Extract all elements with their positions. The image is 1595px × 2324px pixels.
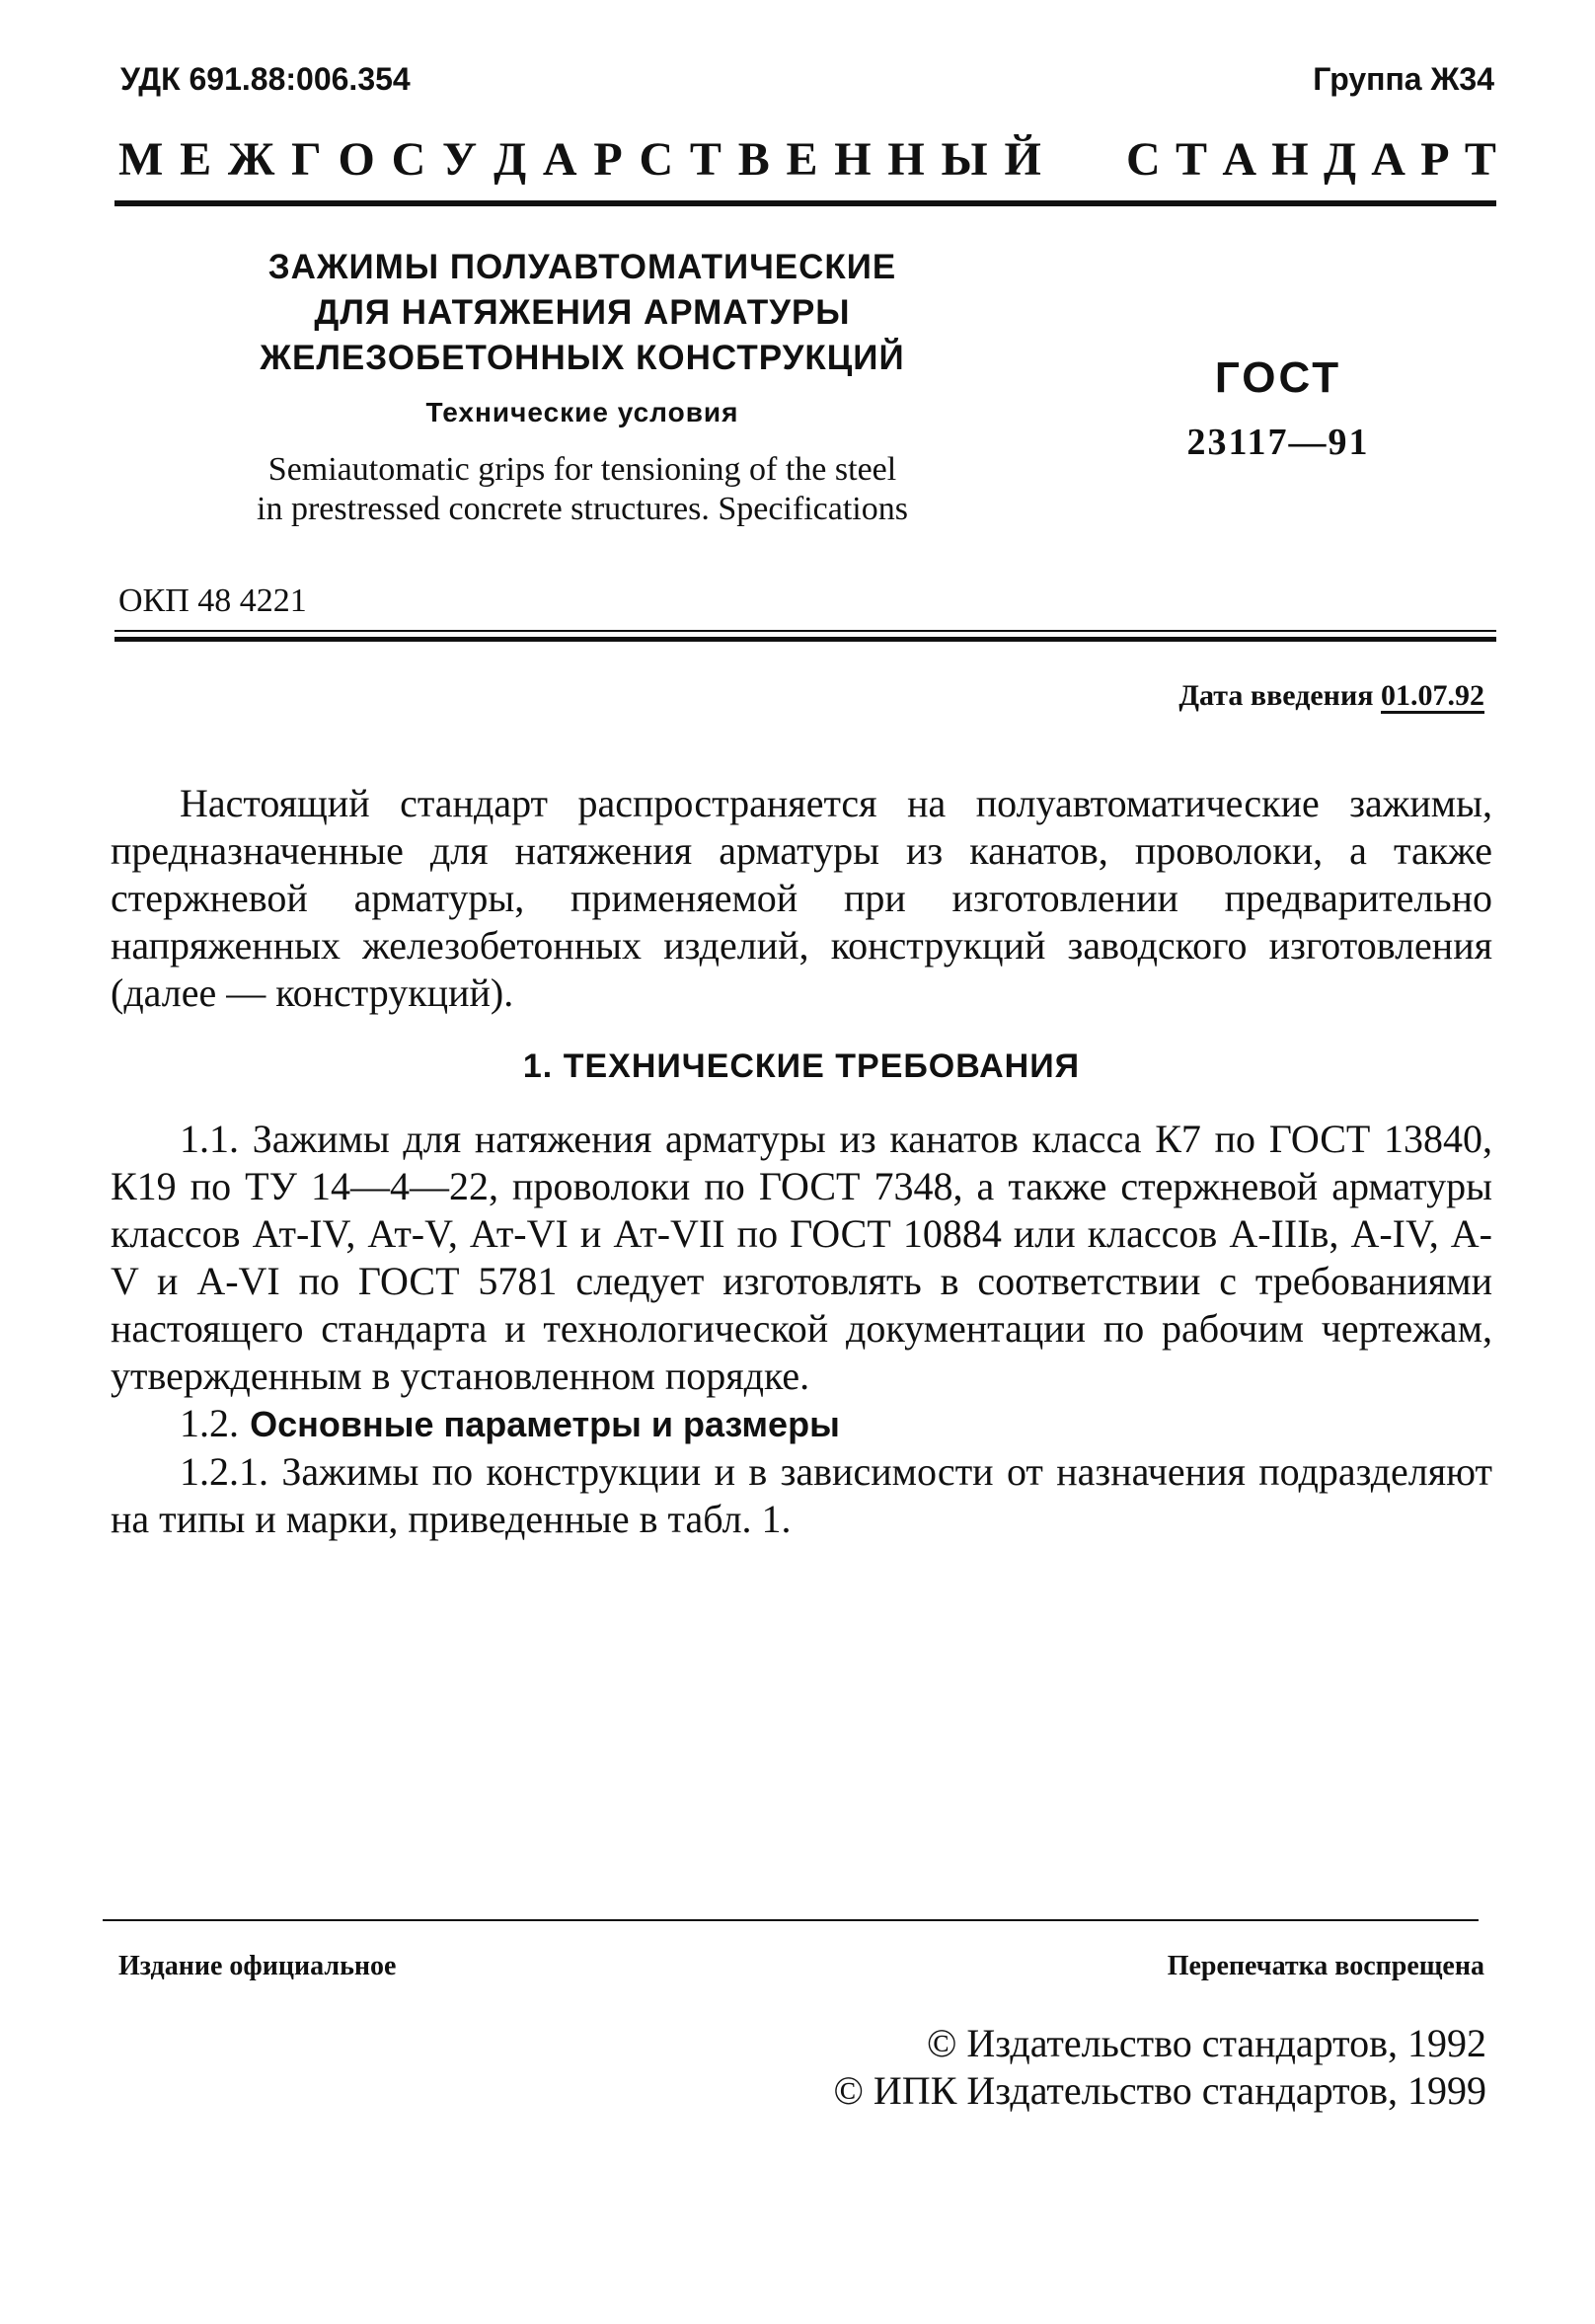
title-block	[128, 245, 1036, 529]
heading-letter: О	[338, 133, 375, 186]
copyright-1999: © ИПК Издательство стандартов, 1999	[833, 2068, 1486, 2113]
heading-letter: Р	[593, 133, 623, 186]
title-line-1: ЗАЖИМЫ ПОЛУАВТОМАТИЧЕСКИЕ	[267, 248, 897, 286]
heading-letter: А	[1371, 133, 1405, 186]
paragraph-1-2-number: 1.2.	[180, 1401, 239, 1445]
paragraph-1-1: 1.1. Зажимы для натяжения арматуры из канатов класса К7 по ГОСТ 13840, К19 по ТУ 14—4—22, проволоки по ГОСТ 7348, а также стержневой арматуры классов Ат-IV, Ат-V, Ат-VI и Ат-VII по ГОСТ 10884 или классов А-IIIв, А-IV, А-V и А-VI по ГОСТ 5781 следует изготовлять в соответствии с требованиями настоящего стандарта и технологической документации по рабочим чертежам, утвержденным в установленном порядке.	[111, 1117, 1492, 1398]
heading-letter: С	[1126, 133, 1161, 186]
heading-letter: Н	[1271, 133, 1309, 186]
heading-letter: С	[639, 133, 674, 186]
heading-letter: Н	[887, 133, 925, 186]
copyright-1992: © Издательство стандартов, 1992	[926, 2021, 1486, 2065]
heading-letter: В	[737, 133, 770, 186]
heading-letter: Т	[1464, 133, 1496, 186]
heading-letter: Ж	[227, 133, 275, 186]
gost-number: 23117—91	[1186, 422, 1370, 463]
official-edition: Издание официальное	[118, 1951, 397, 1981]
heading-letter: Д	[494, 133, 527, 186]
section-heading: 1. ТЕХНИЧЕСКИЕ ТРЕБОВАНИЯ	[522, 1047, 1081, 1085]
heading-letter: Т	[689, 133, 722, 186]
title-line-3: ЖЕЛЕЗОБЕТОННЫХ КОНСТРУКЦИЙ	[260, 339, 905, 377]
heading-letter: Г	[291, 133, 322, 186]
heading-letter: А	[542, 133, 577, 186]
subtitle: Технические условия	[425, 397, 739, 427]
heading-letter: С	[391, 133, 426, 186]
paragraph-1-2-1: 1.2.1. Зажимы по конструкции и в зависимости от назначения подразделяют на типы и марки, приведенные в табл. 1.	[111, 1449, 1492, 1541]
heading-letter: М	[118, 133, 164, 186]
gost-label: ГОСТ	[1214, 353, 1342, 402]
heading-letter: Ы	[941, 133, 988, 186]
heading-letter: Д	[1323, 133, 1356, 186]
intro-paragraph: Настоящий стандарт распространяется на полуавтоматические зажимы, предназначенные для натяжения арматуры из канатов, проволоки, а также стержневой арматуры, применяемой при изготовлении предварительно напряженных железобетонных изделий, конструкций заводского изготовления (далее — конструкций).	[111, 781, 1492, 1015]
heading-letter: Й	[1004, 133, 1041, 186]
paragraph-1-2-heading	[111, 1400, 1492, 1448]
interstate-standard-heading	[118, 132, 1496, 187]
middle-rule-thick	[114, 637, 1496, 642]
heading-letter: Н	[834, 133, 872, 186]
english-title-line-1: Semiautomatic grips for tensioning of the steel	[267, 451, 897, 488]
group-code: Группа Ж34	[1313, 61, 1494, 97]
top-rule	[114, 200, 1496, 206]
heading-word-interstate	[118, 132, 1041, 187]
english-title	[128, 450, 1036, 529]
heading-letter: Р	[1420, 133, 1450, 186]
middle-rule-thin	[114, 630, 1496, 632]
heading-letter: У	[442, 133, 478, 186]
heading-letter: Т	[1175, 133, 1207, 186]
paragraph-1-2-title: Основные параметры и размеры	[250, 1404, 840, 1444]
okp-code: ОКП 48 4221	[118, 582, 307, 619]
heading-word-standard	[1126, 132, 1496, 187]
heading-letter: Е	[180, 133, 212, 186]
reprint-prohibited: Перепечатка воспрещена	[1167, 1951, 1484, 1981]
footer-rule	[103, 1919, 1479, 1921]
heading-letter: А	[1222, 133, 1256, 186]
introduction-date-value: 01.07.92	[1381, 679, 1484, 712]
body-text	[111, 780, 1492, 1543]
title-line-2: ДЛЯ НАТЯЖЕНИЯ АРМАТУРЫ	[314, 293, 851, 332]
heading-letter: Е	[786, 133, 818, 186]
udc-code: УДК 691.88:006.354	[120, 61, 411, 97]
introduction-date-label: Дата введения	[1178, 679, 1374, 712]
english-title-line-2: in prestressed concrete structures. Specifications	[257, 491, 908, 527]
introduction-date	[1178, 679, 1484, 713]
